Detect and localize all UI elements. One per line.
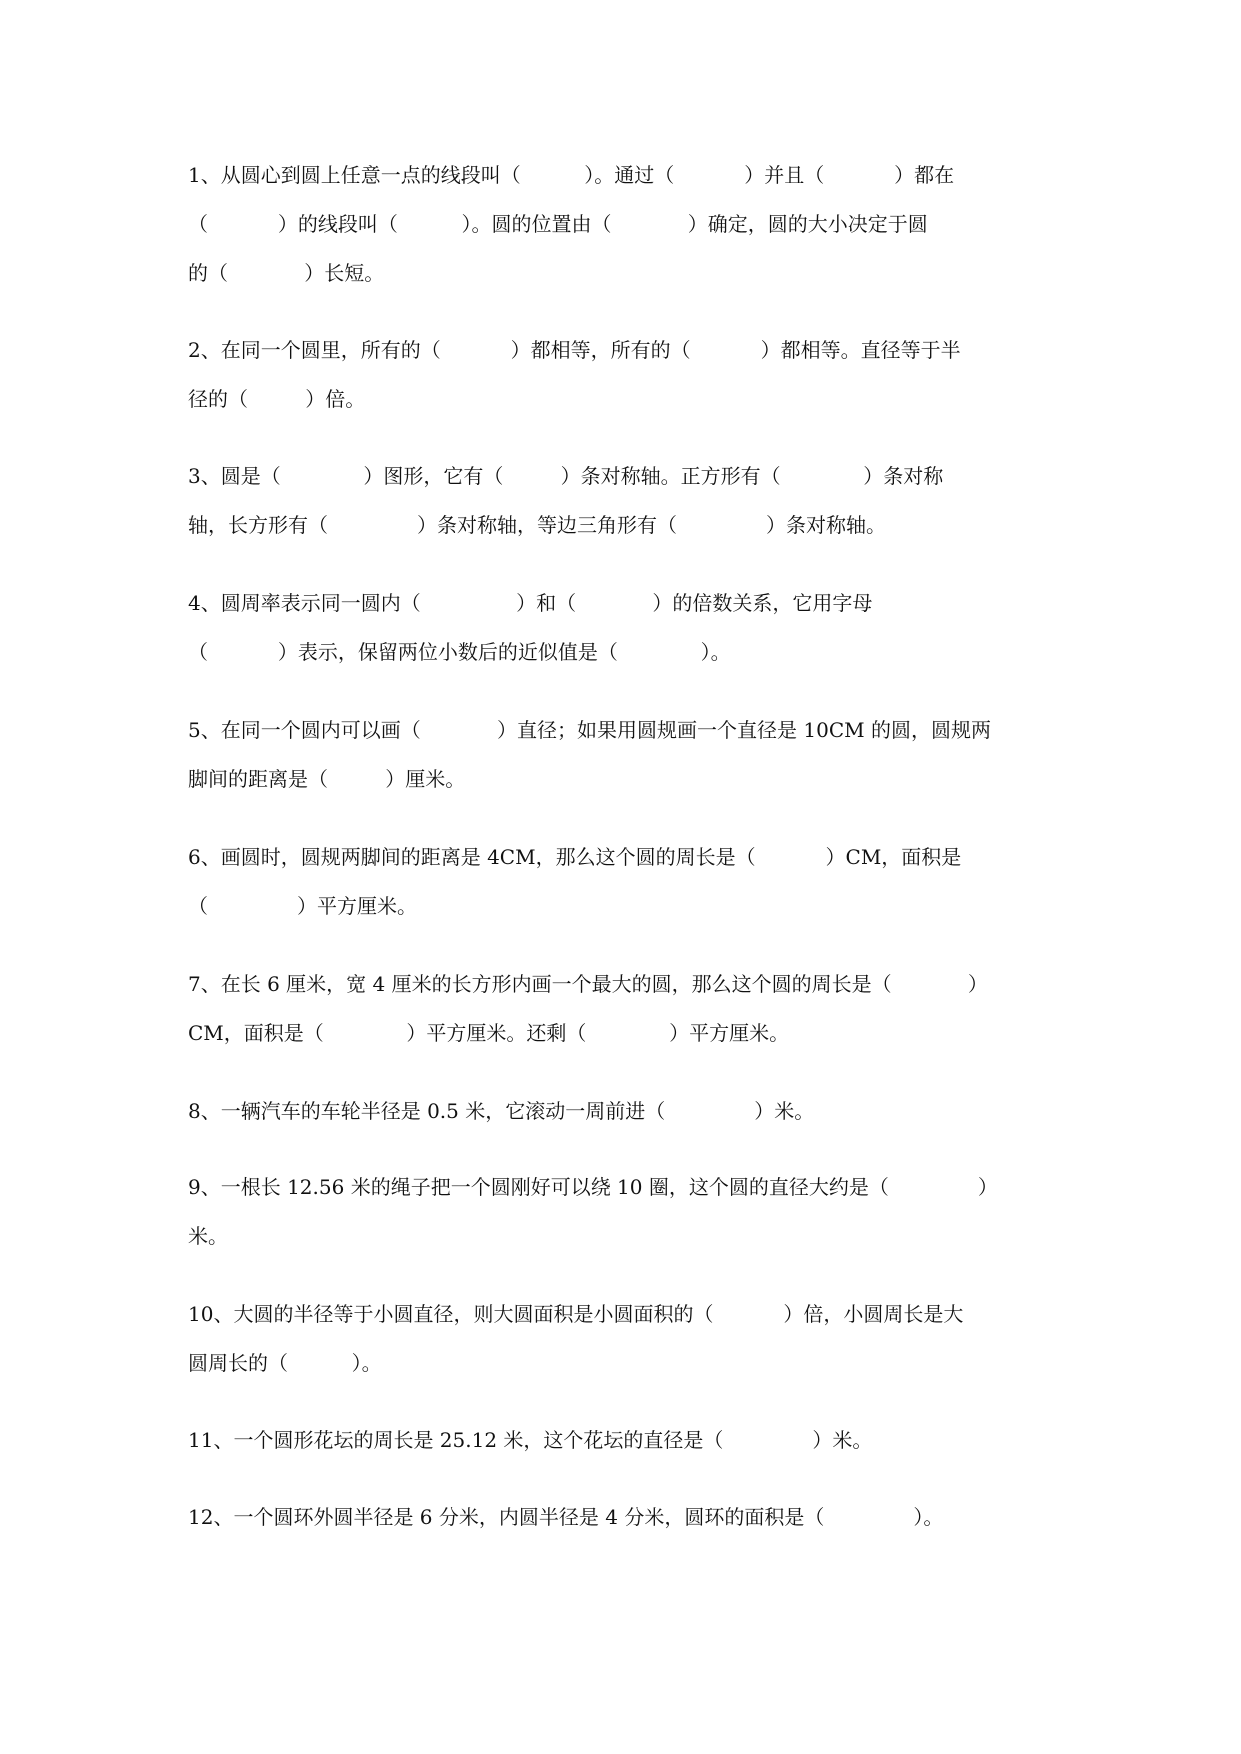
question-line: 8、一辆汽车的车轮半径是 0.5 米，它滚动一周前进（ ）米。 [188,1099,815,1123]
question-line: （ ）的线段叫（ ）。圆的位置由（ ）确定，圆的大小决定于圆 [188,212,928,236]
question-line: 2、在同一个圆里，所有的（ ）都相等，所有的（ ）都相等。直径等于半 [188,338,961,362]
question-line: 圆周长的（ ）。 [188,1351,382,1375]
question-line: 5、在同一个圆内可以画（ ）直径；如果用圆规画一个直径是 10CM 的圆，圆规两 [188,718,991,742]
question-line: （ ）平方厘米。 [188,894,418,918]
question-line: 10、大圆的半径等于小圆直径，则大圆面积是小圆面积的（ ）倍，小圆周长是大 [188,1302,964,1326]
question-line: 9、一根长 12.56 米的绳子把一个圆刚好可以绕 10 圈，这个圆的直径大约是（ ） [188,1175,998,1199]
question-line: 11、一个圆形花坛的周长是 25.12 米，这个花坛的直径是（ ）米。 [188,1428,873,1452]
question-line: 轴，长方形有（ ）条对称轴，等边三角形有（ ）条对称轴。 [188,513,887,537]
question-line: 的（ ）长短。 [188,261,385,285]
question-line: 3、圆是（ ）图形，它有（ ）条对称轴。正方形有（ ）条对称 [188,464,944,488]
question-line: （ ）表示，保留两位小数后的近似值是（ ）。 [188,640,731,664]
question-line: 米。 [188,1224,228,1248]
question-line: CM，面积是（ ）平方厘米。还剩（ ）平方厘米。 [188,1021,790,1045]
question-line: 1、从圆心到圆上任意一点的线段叫（ ）。通过（ ）并且（ ）都在 [188,163,955,187]
question-line: 6、画圆时，圆规两脚间的距离是 4CM，那么这个圆的周长是（ ）CM，面积是 [188,845,962,869]
question-line: 4、圆周率表示同一圆内（ ）和（ ）的倍数关系，它用字母 [188,591,873,615]
question-line: 12、一个圆环外圆半径是 6 分米，内圆半径是 4 分米，圆环的面积是（ ）。 [188,1505,944,1529]
question-line: 径的（ ）倍。 [188,387,366,411]
question-line: 7、在长 6 厘米，宽 4 厘米的长方形内画一个最大的圆，那么这个圆的周长是（ ） [188,972,988,996]
question-line: 脚间的距离是（ ）厘米。 [188,767,466,791]
